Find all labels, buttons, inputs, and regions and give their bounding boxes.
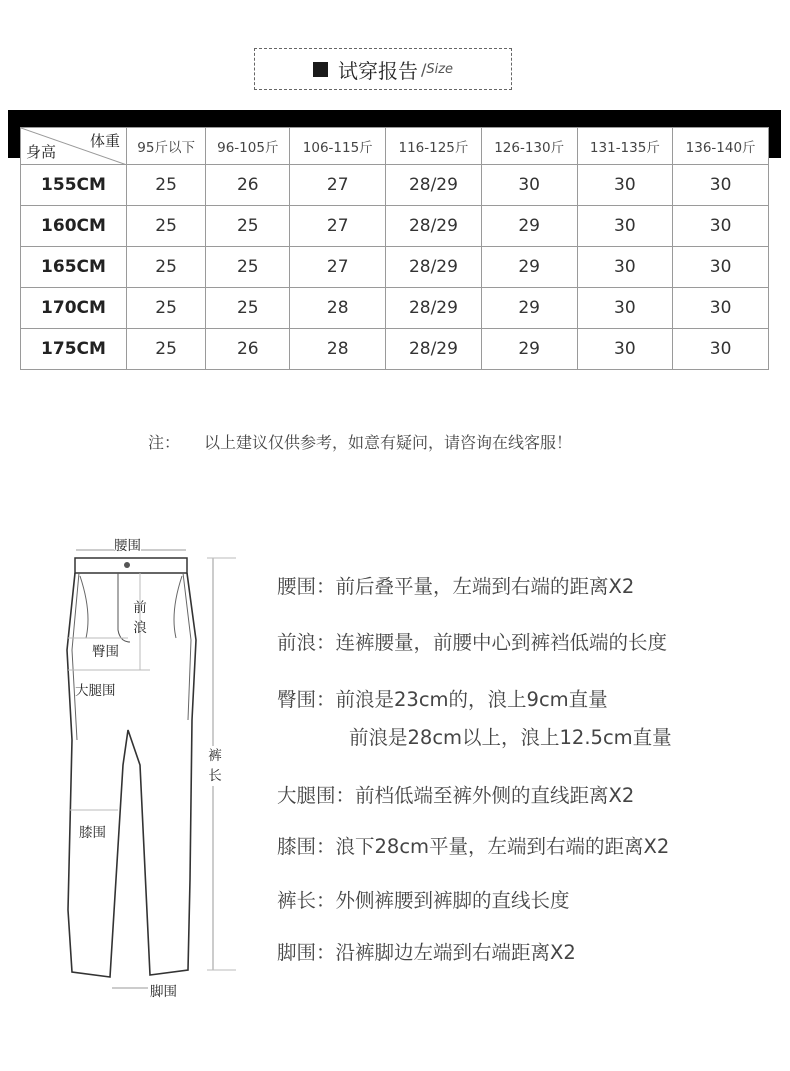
spec-name: 裤长： <box>277 889 336 912</box>
size-cell: 25 <box>127 329 206 370</box>
weight-header: 106-115斤 <box>290 128 386 165</box>
size-cell: 30 <box>577 247 673 288</box>
size-cell: 28/29 <box>386 288 482 329</box>
spec-name: 腰围： <box>277 575 336 598</box>
size-cell: 28/29 <box>386 329 482 370</box>
spec-length <box>277 885 570 913</box>
size-table <box>20 127 769 370</box>
table-row <box>21 288 769 329</box>
fit-note <box>148 430 572 453</box>
spec-text: 前档低端至裤外侧的直线距离X2 <box>355 784 635 807</box>
size-cell: 30 <box>577 206 673 247</box>
weight-header: 95斤以下 <box>127 128 206 165</box>
rise-label-line2: 浪 <box>133 620 147 636</box>
length-label-line1: 裤 <box>208 748 222 764</box>
size-cell: 28/29 <box>386 206 482 247</box>
size-cell: 27 <box>290 165 386 206</box>
height-label: 165CM <box>21 247 127 288</box>
weight-header: 126-130斤 <box>481 128 577 165</box>
spec-rise <box>277 627 667 655</box>
spec-hip-continued <box>349 722 672 750</box>
height-label: 175CM <box>21 329 127 370</box>
pants-diagram <box>0 520 260 1000</box>
weight-header: 96-105斤 <box>206 128 290 165</box>
title-separator: / <box>420 59 427 79</box>
spec-name: 前浪： <box>277 631 336 654</box>
spec-text: 沿裤脚边左端到右端距离X2 <box>335 941 576 964</box>
rise-label <box>132 598 148 638</box>
size-cell: 25 <box>206 247 290 288</box>
spec-knee <box>277 831 669 859</box>
spec-name: 脚围： <box>277 941 336 964</box>
report-title-box <box>254 48 512 90</box>
spec-name: 膝围： <box>277 835 336 858</box>
hem-label: 脚围 <box>150 984 177 1000</box>
hip-label: 臀围 <box>92 644 119 660</box>
table-row <box>21 329 769 370</box>
table-row <box>21 247 769 288</box>
spec-text: 前浪是23cm的，浪上9cm直量 <box>335 688 608 711</box>
note-text: 以上建议仅供参考，如意有疑问，请咨询在线客服！ <box>204 433 573 452</box>
size-cell: 30 <box>673 165 769 206</box>
spec-thigh <box>277 780 634 808</box>
table-row <box>21 165 769 206</box>
height-label: 155CM <box>21 165 127 206</box>
height-label: 170CM <box>21 288 127 329</box>
size-cell: 29 <box>481 247 577 288</box>
size-cell: 25 <box>127 288 206 329</box>
spec-name: 大腿围： <box>277 784 356 807</box>
weight-header: 116-125斤 <box>386 128 482 165</box>
spec-text: 外侧裤腰到裤脚的直线长度 <box>335 889 570 912</box>
spec-text: 前后叠平量，左端到右端的距离X2 <box>335 575 635 598</box>
thigh-label: 大腿围 <box>75 683 116 699</box>
size-cell: 26 <box>206 165 290 206</box>
spec-waist <box>277 571 634 599</box>
table-row <box>21 206 769 247</box>
size-cell: 28/29 <box>386 247 482 288</box>
size-cell: 28 <box>290 288 386 329</box>
size-cell: 27 <box>290 206 386 247</box>
size-cell: 30 <box>673 206 769 247</box>
size-cell: 30 <box>673 329 769 370</box>
length-label <box>207 746 223 786</box>
size-cell: 29 <box>481 329 577 370</box>
weight-header: 136-140斤 <box>673 128 769 165</box>
corner-height-label: 身高 <box>26 143 57 161</box>
size-cell: 25 <box>127 165 206 206</box>
size-cell: 30 <box>673 247 769 288</box>
size-cell: 28 <box>290 329 386 370</box>
size-cell: 28/29 <box>386 165 482 206</box>
size-cell: 30 <box>577 165 673 206</box>
rise-label-line1: 前 <box>133 600 147 616</box>
size-cell: 29 <box>481 206 577 247</box>
report-subtitle: Size <box>426 61 454 77</box>
size-cell: 26 <box>206 329 290 370</box>
spec-name: 臀围： <box>277 688 336 711</box>
size-cell: 30 <box>577 288 673 329</box>
corner-weight-label: 体重 <box>89 132 120 150</box>
size-cell: 27 <box>290 247 386 288</box>
square-icon <box>313 62 328 77</box>
size-cell: 25 <box>206 288 290 329</box>
size-cell: 25 <box>127 206 206 247</box>
size-cell: 29 <box>481 288 577 329</box>
note-label: 注： <box>148 433 181 452</box>
size-cell: 25 <box>127 247 206 288</box>
spec-hip <box>277 684 608 712</box>
height-label: 160CM <box>21 206 127 247</box>
report-title: 试穿报告 <box>337 58 418 83</box>
size-cell: 30 <box>577 329 673 370</box>
length-label-line2: 长 <box>208 768 222 784</box>
size-cell: 30 <box>673 288 769 329</box>
knee-label: 膝围 <box>79 825 106 841</box>
size-cell: 30 <box>481 165 577 206</box>
spec-text: 浪下28cm平量，左端到右端的距离X2 <box>335 835 670 858</box>
spec-text: 前浪是28cm以上，浪上12.5cm直量 <box>349 726 672 749</box>
table-corner-cell <box>21 128 127 165</box>
size-cell: 25 <box>206 206 290 247</box>
table-header-row <box>21 128 769 165</box>
waist-label: 腰围 <box>114 534 141 554</box>
weight-header: 131-135斤 <box>577 128 673 165</box>
spec-text: 连裤腰量，前腰中心到裤裆低端的长度 <box>335 631 668 654</box>
spec-hem <box>277 937 576 965</box>
